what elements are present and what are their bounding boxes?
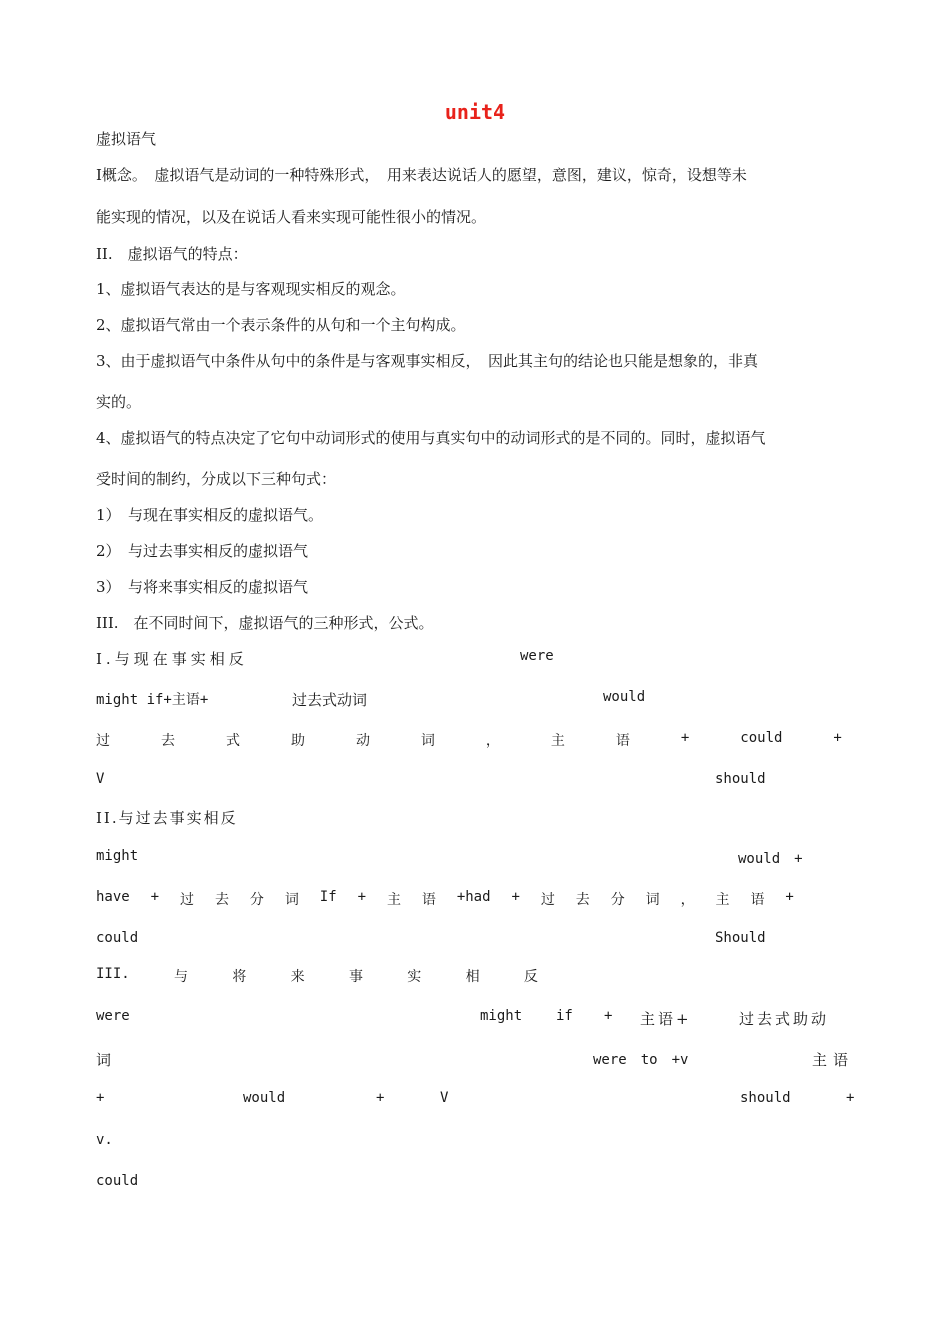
future-heading-token: 事 bbox=[348, 969, 363, 985]
past-token: +had bbox=[456, 889, 491, 905]
future-would: would bbox=[243, 1090, 286, 1106]
present-would: would bbox=[603, 689, 646, 705]
section-heading: 虚拟语气 bbox=[96, 130, 157, 148]
past-token: 过 bbox=[180, 892, 195, 908]
future-if: if bbox=[556, 1008, 573, 1024]
present-row-1 bbox=[96, 648, 856, 670]
past-token: + bbox=[785, 889, 794, 905]
future-plus: + bbox=[604, 1008, 613, 1024]
present-token: 过 bbox=[96, 733, 110, 749]
present-token: could bbox=[740, 730, 783, 746]
past-token: 词 bbox=[645, 892, 660, 908]
future-heading-token: 相 bbox=[465, 969, 480, 985]
past-would: would + bbox=[738, 851, 803, 867]
present-token: + bbox=[833, 730, 842, 746]
future-should: should bbox=[740, 1090, 791, 1106]
present-token: 语 bbox=[615, 733, 630, 749]
feature-4-line-1: 4、虚拟语气的特点决定了它句中动词形式的使用与真实句中的动词形式的是不同的。同时，虚拟语气 bbox=[96, 429, 766, 447]
future-row-6 bbox=[96, 1173, 856, 1195]
future-v-upper: V bbox=[440, 1090, 449, 1106]
present-v: V bbox=[96, 771, 105, 787]
feature-3-line-2: 实的。 bbox=[96, 393, 142, 411]
present-heading: I.与现在事实相反 bbox=[96, 650, 248, 668]
past-token: 语 bbox=[421, 892, 436, 908]
type-2: 2） 与过去事实相反的虚拟语气 bbox=[96, 542, 309, 560]
future-ci: 词 bbox=[96, 1051, 112, 1069]
document-title: unit4 bbox=[444, 100, 506, 124]
present-token: 主 bbox=[550, 733, 565, 749]
future-v: v. bbox=[96, 1132, 113, 1148]
past-token: 过 bbox=[540, 892, 555, 908]
future-could: could bbox=[96, 1173, 139, 1189]
present-should: should bbox=[715, 771, 766, 787]
present-formula-b: 过去式动词 bbox=[292, 691, 368, 709]
past-token: 词 bbox=[284, 892, 299, 908]
feature-2: 2、虚拟语气常由一个表示条件的从句和一个主句构成。 bbox=[96, 316, 466, 334]
present-were: were bbox=[520, 648, 554, 664]
past-should: Should bbox=[715, 930, 766, 946]
past-token: + bbox=[150, 889, 160, 905]
future-row-3 bbox=[96, 1049, 856, 1071]
past-token: ， bbox=[680, 892, 695, 908]
past-could: could bbox=[96, 930, 139, 946]
future-were: were bbox=[96, 1008, 130, 1024]
present-token: ， bbox=[485, 733, 500, 749]
past-token: 去 bbox=[575, 892, 590, 908]
future-plus-1: + bbox=[96, 1090, 105, 1106]
past-token: If bbox=[319, 889, 337, 905]
future-were-to: were to +v bbox=[593, 1052, 689, 1068]
present-row-3 bbox=[96, 730, 842, 750]
past-row-2 bbox=[96, 848, 856, 870]
concept-line-1: Ⅰ概念。 虚拟语气是动词的一种特殊形式， 用来表达说话人的愿望，意图，建议，惊奇，设想等未 bbox=[96, 166, 747, 184]
feature-4-line-2: 受时间的制约，分成以下三种句式： bbox=[96, 470, 337, 488]
past-token: 分 bbox=[249, 892, 264, 908]
future-heading-token: 来 bbox=[290, 969, 305, 985]
present-row-2 bbox=[96, 689, 856, 711]
past-row-3 bbox=[96, 889, 794, 909]
future-row-5 bbox=[96, 1132, 856, 1154]
feature-1: 1、虚拟语气表达的是与客观现实相反的观念。 bbox=[96, 280, 406, 298]
past-token: 去 bbox=[214, 892, 229, 908]
future-might: might bbox=[480, 1008, 523, 1024]
past-token: have bbox=[96, 889, 130, 905]
forms-heading: III. 在不同时间下，虚拟语气的三种形式，公式。 bbox=[96, 614, 434, 632]
future-subject: 主语+ bbox=[640, 1010, 692, 1028]
future-heading-token: 反 bbox=[523, 969, 538, 985]
type-1: 1） 与现在事实相反的虚拟语气。 bbox=[96, 506, 324, 524]
future-plus-2: + bbox=[376, 1090, 385, 1106]
present-token: 词 bbox=[420, 733, 435, 749]
future-zhuyu: 主语 bbox=[812, 1051, 855, 1069]
past-row-1 bbox=[96, 807, 856, 829]
past-token: + bbox=[357, 889, 367, 905]
feature-3-line-1: 3、由于虚拟语气中条件从句中的条件是与客观事实相反， 因此其主句的结论也只能是想象的，非真 bbox=[96, 352, 759, 370]
future-heading-token: 将 bbox=[232, 969, 247, 985]
future-row-2 bbox=[96, 1008, 856, 1030]
past-token: 分 bbox=[610, 892, 625, 908]
present-token: 助 bbox=[290, 733, 305, 749]
past-might: might bbox=[96, 848, 139, 864]
future-heading-token: III. bbox=[96, 966, 130, 982]
past-token: + bbox=[511, 889, 520, 905]
future-row-1 bbox=[96, 966, 538, 986]
present-token: 动 bbox=[355, 733, 370, 749]
future-past-aux: 过去式助动 bbox=[739, 1010, 830, 1028]
past-token: 主 bbox=[715, 892, 730, 908]
past-token: 主 bbox=[386, 892, 401, 908]
past-token: 语 bbox=[750, 892, 765, 908]
present-token: 去 bbox=[160, 733, 175, 749]
future-row-4 bbox=[96, 1090, 856, 1112]
concept-line-2: 能实现的情况，以及在说话人看来实现可能性很小的情况。 bbox=[96, 208, 487, 226]
features-heading: II. 虚拟语气的特点： bbox=[96, 245, 248, 263]
future-heading-token: 实 bbox=[407, 969, 422, 985]
present-token: 式 bbox=[225, 733, 240, 749]
present-formula-a: might if+主语+ bbox=[96, 692, 209, 708]
present-row-4 bbox=[96, 771, 856, 793]
future-heading-token: 与 bbox=[174, 969, 189, 985]
present-token: + bbox=[680, 730, 690, 746]
type-3: 3） 与将来事实相反的虚拟语气 bbox=[96, 578, 309, 596]
past-heading: II.与过去事实相反 bbox=[96, 809, 238, 827]
future-plus-3: + bbox=[846, 1090, 855, 1106]
past-row-4 bbox=[96, 930, 856, 952]
